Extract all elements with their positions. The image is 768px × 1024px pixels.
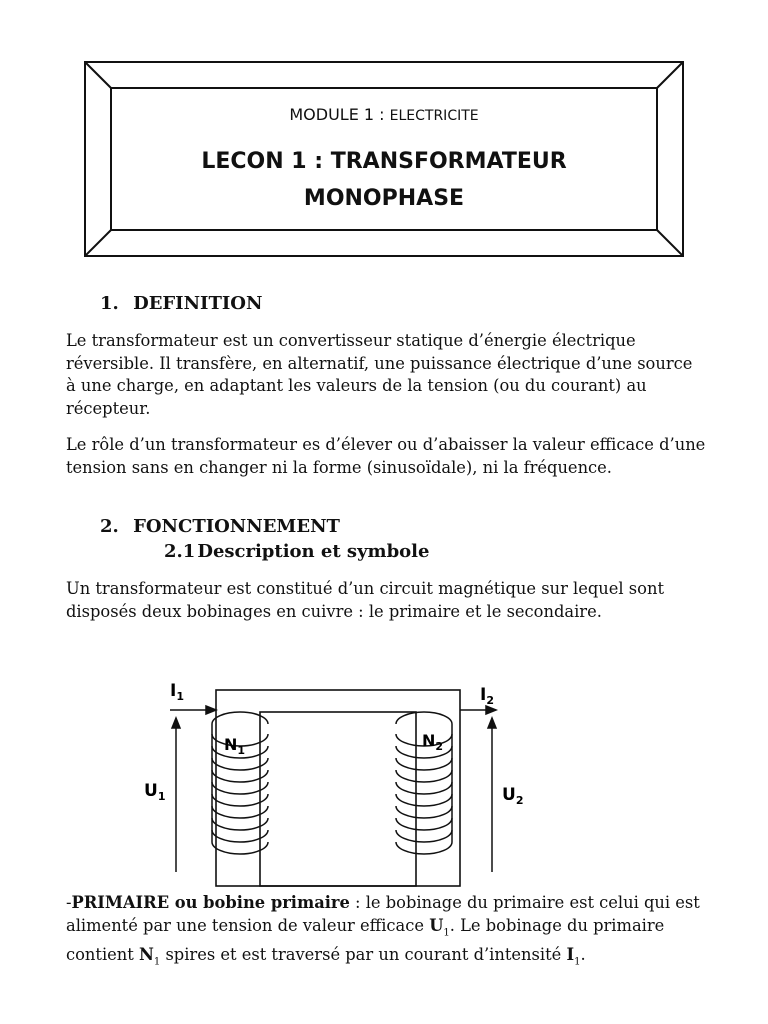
primaire-term: PRIMAIRE ou bobine primaire [71, 893, 350, 912]
definition-paragraph-2: Le rôle d’un transformateur es d’élever ou d’abaisser la valeur efficace d’une tension sans en changer ni la forme (sinusoïdale), ni la fréquence. [66, 435, 706, 477]
magnetic-core-inner [260, 712, 416, 886]
i2-label: $I_2$ [480, 685, 494, 707]
subsection-heading [164, 541, 429, 562]
primaire-i-symbol: I [566, 945, 575, 965]
module-title [84, 105, 684, 124]
section1-heading [100, 293, 262, 314]
primaire-u-subscript: 1 [443, 926, 450, 938]
primaire-u-symbol: U [429, 915, 444, 935]
title-frame [84, 61, 684, 257]
transformer-diagram [140, 676, 524, 886]
magnetic-core-outer [216, 690, 460, 886]
section2-title: FONCTIONNEMENT [133, 516, 340, 537]
section2-heading [100, 516, 340, 537]
u2-label: $U_2$ [502, 785, 524, 807]
u1-arrow-icon [172, 718, 180, 728]
primaire-text-3: spires et est traversé par un courant d’intensité [160, 945, 567, 965]
lesson-title-line2: MONOPHASE [303, 186, 465, 211]
section2-number: 2. [100, 516, 119, 537]
i2-arrow-icon [486, 706, 496, 714]
module-prefix: MODULE 1 : [289, 105, 390, 124]
primaire-paragraph [66, 892, 706, 974]
i1-arrow-icon [206, 706, 216, 714]
lesson-title-line1: LECON 1 : TRANSFORMATEUR [201, 149, 567, 174]
u2-arrow-icon [488, 718, 496, 728]
section1-number: 1. [100, 293, 119, 314]
description-paragraph: Un transformateur est constitué d’un circuit magnétique sur lequel sont disposés deux bobinages en cuivre : le primaire et le secondaire. [66, 579, 664, 621]
section1-title: DEFINITION [133, 293, 263, 314]
i1-label: $I_1$ [170, 681, 184, 703]
n1-label: $N_1$ [224, 735, 246, 757]
subsection-number: 2.1 [164, 541, 196, 562]
primaire-text-1: : le bobinage du primaire est celui qui est alimenté par une tension de valeur efficace [66, 893, 700, 935]
primaire-n-subscript: 1 [153, 956, 161, 968]
definition-paragraph-1: Le transformateur est un convertisseur statique d’énergie électrique réversible. Il transfère, en alternatif, une puissance électrique d’une source à une charge, en adaptant les valeurs de la tension (ou du courant) au récepteur. [66, 331, 693, 418]
primaire-n-symbol: N [139, 945, 154, 965]
primaire-text-2: . Le bobinage du primaire contient [66, 915, 665, 965]
primaire-text-4: . [580, 945, 586, 965]
n2-label: $N_2$ [422, 731, 444, 753]
primaire-dash: - [66, 893, 72, 912]
u1-label: $U_1$ [144, 781, 166, 803]
lesson-title [84, 143, 684, 217]
subsection-title: Description et symbole [197, 541, 430, 562]
module-name: ELECTRICITE [389, 108, 479, 124]
primaire-i-subscript: 1 [574, 956, 581, 968]
